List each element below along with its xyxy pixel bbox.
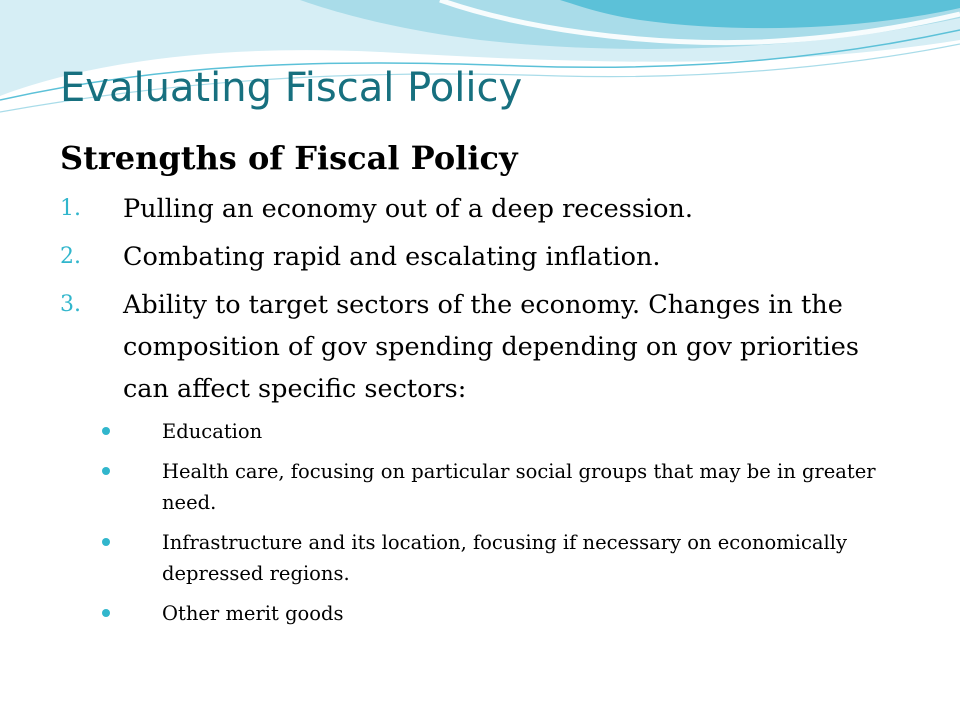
numbered-item: [60, 236, 910, 278]
bullet-dot-icon: [102, 609, 110, 617]
bullet-item: [60, 527, 910, 589]
numbered-item-text: Pulling an economy out of a deep recession.: [123, 194, 693, 224]
bullet-item: [60, 416, 910, 447]
bullet-item: [60, 598, 910, 629]
slide-content: [60, 134, 910, 638]
numbered-marker: 2.: [60, 244, 81, 269]
bullet-text: Infrastructure and its location, focusing if necessary on economically depressed regions.: [162, 531, 848, 585]
numbered-item: [60, 284, 910, 410]
bullet-dot-icon: [102, 427, 110, 435]
numbered-item-text: Combating rapid and escalating inflation.: [123, 242, 661, 272]
bullet-text: Education: [162, 420, 263, 443]
bullet-text: Other merit goods: [162, 602, 344, 625]
slide-title: Evaluating Fiscal Policy: [60, 65, 523, 111]
bullet-dot-icon: [102, 467, 110, 475]
bullet-dot-icon: [102, 538, 110, 546]
slide-subtitle: Strengths of Fiscal Policy: [60, 139, 518, 177]
numbered-item-text: Ability to target sectors of the economy. Changes in the composition of gov spending depending on gov priorities can affect specific sectors:: [123, 290, 859, 404]
numbered-item: [60, 188, 910, 230]
numbered-list: [60, 188, 910, 410]
numbered-marker: 1.: [60, 196, 81, 221]
bullet-list: [60, 416, 910, 629]
numbered-marker: 3.: [60, 292, 81, 317]
bullet-item: [60, 456, 910, 518]
bullet-text: Health care, focusing on particular social groups that may be in greater need.: [162, 460, 876, 514]
